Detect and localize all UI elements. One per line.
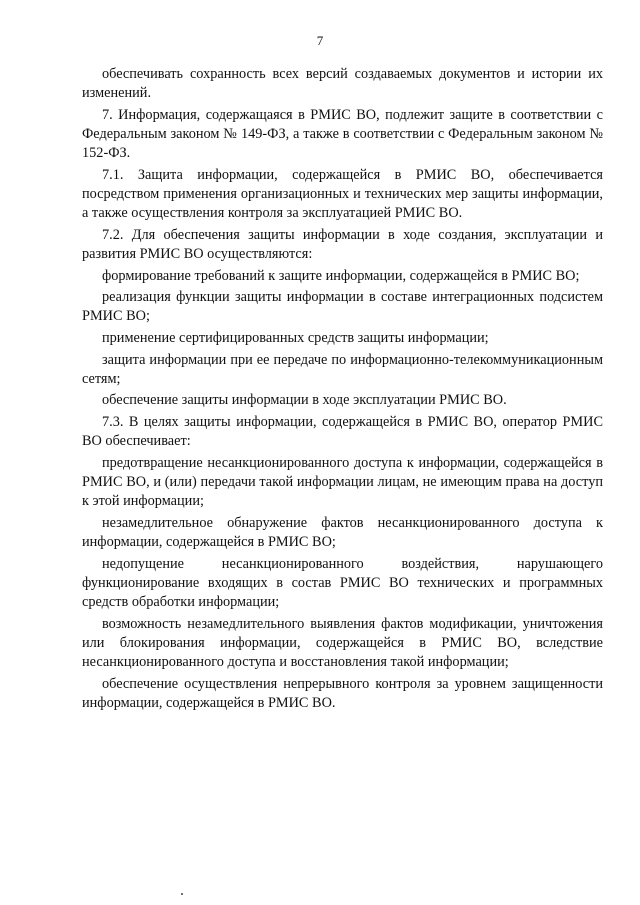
paragraph: 7.2. Для обеспечения защиты информации в ходе создания, эксплуатации и развития РМИС ВО осуществляются: [82, 226, 603, 262]
paragraph: формирование требований к защите информации, содержащейся в РМИС ВО; [102, 267, 580, 284]
paragraph: 7. Информация, содержащаяся в РМИС ВО, подлежит защите в соответствии с Федеральным законом № 149-ФЗ, а также в соответствии с Федеральным законом № 152-ФЗ. [82, 106, 603, 162]
paragraph: обеспечение защиты информации в ходе эксплуатации РМИС ВО. [102, 392, 507, 409]
paragraph: обеспечение осуществления непрерывного контроля за уровнем защищенности информации, содержащейся в РМИС ВО. [82, 675, 603, 711]
paragraph: предотвращение несанкционированного доступа к информации, содержащейся в РМИС ВО, и (или) передачи такой информации лицам, не имеющим права на доступ к этой информации; [82, 454, 603, 510]
page-number: 7 [316, 33, 324, 48]
paragraph: 7.1. Защита информации, содержащейся в РМИС ВО, обеспечивается посредством применения организационных и технических мер защиты информации, а также осуществления контроля за эксплуатацией РМИС ВО. [82, 166, 603, 222]
paragraph: применение сертифицированных средств защиты информации; [102, 329, 489, 346]
scan-speck [181, 893, 183, 895]
paragraph: реализация функции защиты информации в составе интеграционных подсистем РМИС ВО; [82, 289, 603, 325]
paragraph: 7.3. В целях защиты информации, содержащейся в РМИС ВО, оператор РМИС ВО обеспечивает: [82, 413, 603, 450]
paragraph: защита информации при ее передаче по информационно-телекоммуникационным сетям; [82, 351, 603, 387]
paragraph: обеспечивать сохранность всех версий создаваемых документов и истории их изменений. [82, 66, 603, 102]
paragraph: недопущение несанкционированного воздействия, нарушающего функционирование входящих в состав РМИС ВО технических и программных средств обработки информации; [82, 555, 603, 610]
document-body [82, 65, 603, 715]
paragraph: возможность незамедлительного выявления фактов модификации, уничтожения или блокирования информации, содержащейся в РМИС ВО, вследствие несанкционированного доступа и восстановления такой информации; [82, 615, 603, 670]
paragraph: незамедлительное обнаружение фактов несанкционированного доступа к информации, содержащейся в РМИС ВО; [82, 514, 603, 550]
